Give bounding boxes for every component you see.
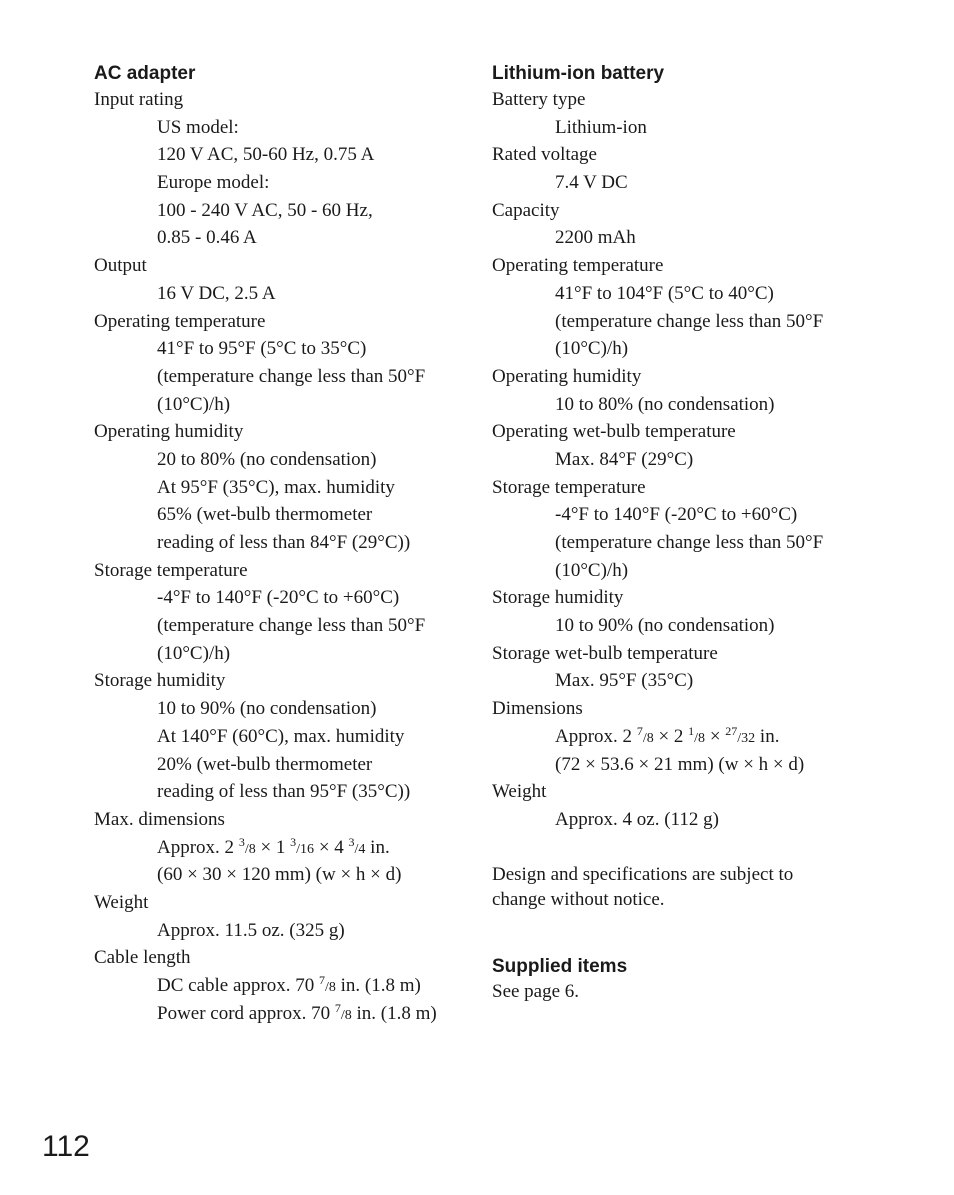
fraction-numerator: 3: [290, 834, 297, 849]
fraction-denominator: /8: [324, 980, 336, 995]
dimensions-label: Dimensions: [492, 698, 583, 720]
europe-model-label: Europe model:: [157, 172, 270, 194]
storage-temperature-value: (10°C)/h): [555, 559, 629, 581]
fraction-numerator: 7: [636, 723, 643, 738]
battery-section: [492, 62, 872, 1004]
dims-approx-text: Approx. 2: [157, 836, 235, 858]
operating-temperature-value: 41°F to 104°F (5°C to 40°C): [555, 282, 774, 304]
weight-label: Weight: [94, 891, 149, 913]
operating-humidity-value: 20 to 80% (no condensation): [157, 448, 377, 470]
storage-temperature-value: (10°C)/h): [157, 642, 231, 664]
capacity-label: Capacity: [492, 199, 560, 221]
battery-heading: Lithium-ion battery: [492, 63, 665, 84]
dims-separator: × 4: [314, 836, 349, 858]
fraction-denominator: /8: [340, 1007, 352, 1023]
storage-wet-bulb-value: Max. 95°F (35°C): [555, 670, 694, 692]
max-dimensions-value: [94, 834, 464, 862]
fraction-numerator: 27: [725, 723, 738, 738]
spacer: [492, 834, 872, 862]
input-rating-label: Input rating: [94, 89, 184, 110]
weight-value: Approx. 11.5 oz. (325 g): [157, 919, 345, 941]
storage-humidity-value: 10 to 90% (no condensation): [555, 615, 775, 637]
operating-humidity-value: reading of less than 84°F (29°C)): [157, 532, 411, 553]
us-model-value: 120 V AC, 50-60 Hz, 0.75 A: [157, 144, 375, 166]
max-dimensions-label: Max. dimensions: [94, 808, 225, 830]
supplied-items-text: See page 6.: [492, 980, 580, 1002]
weight-label: Weight: [492, 781, 547, 803]
fraction-numerator: 3: [348, 834, 355, 849]
europe-model-value: 0.85 - 0.46 A: [157, 227, 257, 249]
page-number: 112: [42, 1130, 90, 1163]
dims-unit: in.: [365, 836, 390, 858]
dimensions-value: [492, 723, 872, 751]
fraction-numerator: 7: [318, 973, 325, 987]
fraction-denominator: /32: [737, 730, 756, 746]
storage-temperature-value: (temperature change less than 50°F: [555, 532, 824, 553]
storage-wet-bulb-label: Storage wet-bulb temperature: [492, 642, 718, 664]
storage-temperature-value: -4°F to 140°F (-20°C to +60°C): [555, 504, 798, 526]
storage-humidity-value: At 140°F (60°C), max. humidity: [157, 725, 405, 747]
ac-adapter-heading: AC adapter: [94, 63, 196, 84]
storage-humidity-label: Storage humidity: [492, 587, 624, 609]
operating-temperature-value: (10°C)/h): [555, 338, 629, 360]
operating-temperature-value: (temperature change less than 50°F: [157, 365, 426, 387]
fraction-numerator: 7: [334, 1000, 341, 1015]
storage-temperature-label: Storage temperature: [492, 476, 646, 498]
power-cord-value: [94, 1000, 464, 1028]
storage-temperature-label: Storage temperature: [94, 559, 248, 581]
notice-line: Design and specifications are subject to: [492, 863, 794, 885]
dims-separator: × 2: [653, 725, 689, 747]
rated-voltage-value: 7.4 V DC: [555, 172, 628, 194]
operating-temperature-value: (10°C)/h): [157, 393, 231, 415]
rated-voltage-label: Rated voltage: [492, 144, 597, 166]
storage-humidity-value: 10 to 90% (no condensation): [157, 698, 377, 720]
operating-wet-bulb-label: Operating wet-bulb temperature: [492, 421, 736, 443]
fraction-denominator: /8: [244, 841, 256, 857]
storage-humidity-value: 20% (wet-bulb thermometer: [157, 753, 373, 775]
dims-unit: in.: [755, 725, 780, 747]
dimensions-mm: (72 × 53.6 × 21 mm) (w × h × d): [555, 753, 805, 775]
operating-temperature-value: 41°F to 95°F (5°C to 35°C): [157, 338, 367, 360]
ac-adapter-section: [94, 62, 464, 1027]
operating-humidity-value: 10 to 80% (no condensation): [555, 393, 775, 415]
fraction-denominator: /8: [642, 730, 654, 746]
dc-cable-text: DC cable approx. 70: [157, 975, 319, 996]
storage-temperature-value: (temperature change less than 50°F: [157, 615, 426, 637]
operating-temperature-label: Operating temperature: [492, 255, 664, 277]
power-cord-unit: in. (1.8 m): [351, 1002, 437, 1024]
storage-humidity-label: Storage humidity: [94, 670, 226, 692]
fraction-numerator: 1: [688, 723, 695, 738]
operating-temperature-value: (temperature change less than 50°F: [555, 310, 824, 332]
power-cord-text: Power cord approx. 70: [157, 1002, 335, 1024]
europe-model-value: 100 - 240 V AC, 50 - 60 Hz,: [157, 199, 373, 221]
us-model-label: US model:: [157, 116, 239, 138]
weight-value: Approx. 4 oz. (112 g): [555, 808, 719, 830]
fraction-denominator: /16: [296, 841, 315, 857]
dims-separator: × 1: [255, 836, 291, 858]
fraction-numerator: 3: [238, 834, 245, 849]
battery-type-label: Battery type: [492, 89, 586, 110]
operating-humidity-value: 65% (wet-bulb thermometer: [157, 504, 373, 526]
dims-approx-text: Approx. 2: [555, 725, 637, 747]
capacity-value: 2200 mAh: [555, 227, 636, 249]
battery-type-value: Lithium-ion: [555, 116, 647, 138]
fraction-denominator: /4: [354, 841, 366, 857]
notice-line: change without notice.: [492, 888, 665, 910]
notice-text: [492, 862, 872, 912]
operating-temperature-label: Operating temperature: [94, 310, 266, 332]
output-label: Output: [94, 255, 147, 277]
spacer: [492, 912, 872, 955]
operating-humidity-value: At 95°F (35°C), max. humidity: [157, 476, 395, 498]
max-dimensions-mm: (60 × 30 × 120 mm) (w × h × d): [157, 864, 402, 886]
output-value: 16 V DC, 2.5 A: [157, 282, 276, 304]
storage-humidity-value: reading of less than 95°F (35°C)): [157, 781, 411, 803]
dc-cable-unit: in. (1.8 m): [335, 975, 421, 996]
storage-temperature-value: -4°F to 140°F (-20°C to +60°C): [157, 587, 400, 609]
supplied-items-heading: Supplied items: [492, 955, 628, 977]
dims-separator: ×: [705, 725, 726, 747]
dc-cable-value: [94, 972, 464, 1000]
cable-length-label: Cable length: [94, 947, 191, 969]
operating-humidity-label: Operating humidity: [94, 421, 244, 443]
operating-humidity-label: Operating humidity: [492, 365, 642, 387]
operating-wet-bulb-value: Max. 84°F (29°C): [555, 448, 694, 470]
fraction-denominator: /8: [694, 730, 706, 746]
